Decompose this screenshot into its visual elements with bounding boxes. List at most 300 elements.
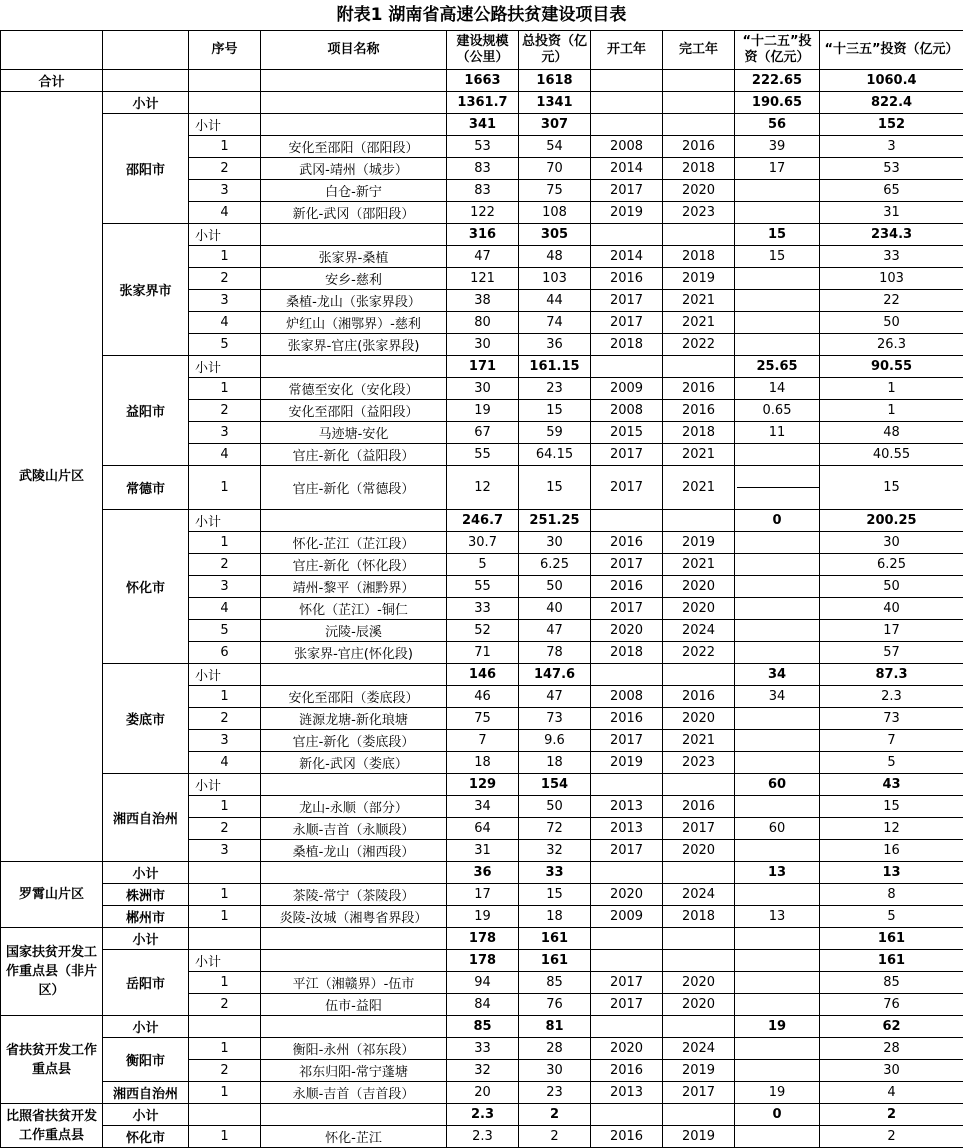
- inv13-cell: 48: [820, 422, 963, 444]
- scale-cell: 146: [447, 664, 519, 686]
- inv12-cell: [735, 642, 820, 664]
- start-year-cell: 2009: [591, 906, 663, 928]
- scale-cell: 53: [447, 136, 519, 158]
- scale-cell: 121: [447, 268, 519, 290]
- seq-cell: 3: [189, 730, 261, 752]
- subtotal-row: [1, 114, 963, 136]
- seq-cell: 1: [189, 136, 261, 158]
- inv13-cell: 4: [820, 1082, 963, 1104]
- total-label: 合计: [1, 70, 103, 92]
- start-year-cell: 2017: [591, 994, 663, 1016]
- invest-cell: 18: [519, 906, 591, 928]
- invest-cell: 75: [519, 180, 591, 202]
- project-name: 安乡-慈利: [261, 268, 447, 290]
- invest-cell: 54: [519, 136, 591, 158]
- seq-cell: 1: [189, 532, 261, 554]
- project-name: [261, 92, 447, 114]
- inv13-cell: 30: [820, 1060, 963, 1082]
- end-year-cell: 2016: [663, 400, 735, 422]
- project-name: [261, 862, 447, 884]
- inv13-cell: 50: [820, 312, 963, 334]
- city-cell: 常德市: [103, 466, 189, 510]
- start-year-cell: [591, 950, 663, 972]
- end-year-cell: [663, 92, 735, 114]
- project-name: [261, 774, 447, 796]
- end-year-cell: 2021: [663, 730, 735, 752]
- invest-cell: 108: [519, 202, 591, 224]
- inv12-cell: [735, 202, 820, 224]
- project-name: 武冈-靖州（城步）: [261, 158, 447, 180]
- invest-cell: 70: [519, 158, 591, 180]
- subtotal-row: [1, 1016, 963, 1038]
- total-inv12: 222.65: [735, 70, 820, 92]
- inv12-cell: [735, 576, 820, 598]
- scale-cell: 30.7: [447, 532, 519, 554]
- start-year-cell: 2019: [591, 752, 663, 774]
- city-cell: 张家界市: [103, 224, 189, 356]
- inv13-cell: 15: [820, 796, 963, 818]
- inv12-cell: 39: [735, 136, 820, 158]
- start-year-cell: 2008: [591, 136, 663, 158]
- start-year-cell: 2020: [591, 1038, 663, 1060]
- start-year-cell: 2017: [591, 554, 663, 576]
- seq-cell: 2: [189, 708, 261, 730]
- end-year-cell: [663, 114, 735, 136]
- table-row: [1, 1126, 963, 1148]
- scale-cell: 178: [447, 950, 519, 972]
- subtotal-row: [1, 92, 963, 114]
- scale-cell: 19: [447, 906, 519, 928]
- invest-cell: 251.25: [519, 510, 591, 532]
- inv13-cell: 822.4: [820, 92, 963, 114]
- city-cell: 娄底市: [103, 664, 189, 774]
- start-year-cell: [591, 92, 663, 114]
- end-year-cell: 2024: [663, 1038, 735, 1060]
- project-name: 茶陵-常宁（茶陵段）: [261, 884, 447, 906]
- scale-cell: 75: [447, 708, 519, 730]
- total-empty: [189, 70, 261, 92]
- inv13-cell: 161: [820, 928, 963, 950]
- header-invest: 总投资（亿元）: [519, 31, 591, 70]
- scale-cell: 122: [447, 202, 519, 224]
- inv13-cell: 152: [820, 114, 963, 136]
- invest-cell: 15: [519, 466, 591, 510]
- end-year-cell: 2022: [663, 642, 735, 664]
- inv12-cell: [735, 312, 820, 334]
- inv13-cell: 22: [820, 290, 963, 312]
- start-year-cell: 2014: [591, 158, 663, 180]
- seq-cell: 1: [189, 1082, 261, 1104]
- scale-cell: 94: [447, 972, 519, 994]
- total-empty: [591, 70, 663, 92]
- start-year-cell: 2016: [591, 532, 663, 554]
- total-inv13: 1060.4: [820, 70, 963, 92]
- inv13-cell: 65: [820, 180, 963, 202]
- project-name: 安化至邵阳（娄底段）: [261, 686, 447, 708]
- inv12-cell: [735, 708, 820, 730]
- dash-line: [737, 487, 820, 488]
- inv12-cell: [735, 290, 820, 312]
- city-cell: 湘西自治州: [103, 1082, 189, 1104]
- scale-cell: 34: [447, 796, 519, 818]
- project-name: [261, 114, 447, 136]
- inv12-cell: [735, 334, 820, 356]
- end-year-cell: 2018: [663, 906, 735, 928]
- invest-cell: 78: [519, 642, 591, 664]
- start-year-cell: [591, 774, 663, 796]
- scale-cell: 7: [447, 730, 519, 752]
- total-empty: [261, 70, 447, 92]
- total-invest: 1618: [519, 70, 591, 92]
- project-name: 怀化（芷江）-铜仁: [261, 598, 447, 620]
- seq-cell: 5: [189, 334, 261, 356]
- city-cell: 岳阳市: [103, 950, 189, 1016]
- project-name: [261, 1104, 447, 1126]
- subtotal-label: 小计: [189, 950, 261, 972]
- inv12-cell: 60: [735, 774, 820, 796]
- start-year-cell: 2019: [591, 202, 663, 224]
- seq-cell: 1: [189, 466, 261, 510]
- inv12-cell: 190.65: [735, 92, 820, 114]
- region-cell: 罗霄山片区: [1, 862, 103, 928]
- end-year-cell: [663, 862, 735, 884]
- seq-cell: 4: [189, 598, 261, 620]
- start-year-cell: 2017: [591, 972, 663, 994]
- end-year-cell: 2017: [663, 818, 735, 840]
- inv13-cell: 161: [820, 950, 963, 972]
- scale-cell: 52: [447, 620, 519, 642]
- start-year-cell: [591, 664, 663, 686]
- project-name: 常德至安化（安化段）: [261, 378, 447, 400]
- project-name: 官庄-新化（益阳段）: [261, 444, 447, 466]
- end-year-cell: [663, 664, 735, 686]
- start-year-cell: 2018: [591, 334, 663, 356]
- invest-cell: 74: [519, 312, 591, 334]
- inv13-cell: 17: [820, 620, 963, 642]
- end-year-cell: 2020: [663, 576, 735, 598]
- project-name: [261, 510, 447, 532]
- project-name: 伍市-益阳: [261, 994, 447, 1016]
- scale-cell: 1361.7: [447, 92, 519, 114]
- table-row: [1, 906, 963, 928]
- scale-cell: 36: [447, 862, 519, 884]
- subtotal-row: [1, 224, 963, 246]
- scale-cell: 80: [447, 312, 519, 334]
- scale-cell: 129: [447, 774, 519, 796]
- total-empty: [663, 70, 735, 92]
- seq-cell: 3: [189, 840, 261, 862]
- invest-cell: 50: [519, 576, 591, 598]
- header-start: 开工年: [591, 31, 663, 70]
- end-year-cell: 2018: [663, 422, 735, 444]
- inv13-cell: 30: [820, 532, 963, 554]
- inv13-cell: 8: [820, 884, 963, 906]
- subtotal-label: 小计: [103, 1104, 189, 1126]
- end-year-cell: 2019: [663, 268, 735, 290]
- end-year-cell: 2021: [663, 312, 735, 334]
- header-empty-2: [103, 31, 189, 70]
- start-year-cell: 2014: [591, 246, 663, 268]
- subtotal-label: 小计: [103, 862, 189, 884]
- seq-cell: 4: [189, 202, 261, 224]
- project-name: 永顺-吉首（永顺段）: [261, 818, 447, 840]
- start-year-cell: 2016: [591, 1060, 663, 1082]
- subtotal-label: 小计: [189, 224, 261, 246]
- end-year-cell: [663, 950, 735, 972]
- subtotal-label: 小计: [189, 774, 261, 796]
- seq-cell: 1: [189, 796, 261, 818]
- inv13-cell: 76: [820, 994, 963, 1016]
- inv12-cell: 19: [735, 1016, 820, 1038]
- inv13-cell: 103: [820, 268, 963, 290]
- end-year-cell: 2018: [663, 158, 735, 180]
- start-year-cell: 2016: [591, 268, 663, 290]
- inv12-cell: [735, 180, 820, 202]
- scale-cell: 83: [447, 180, 519, 202]
- inv13-cell: 6.25: [820, 554, 963, 576]
- seq-cell: 6: [189, 642, 261, 664]
- project-name: 官庄-新化（常德段）: [261, 466, 447, 510]
- project-name: 张家界-官庄(怀化段): [261, 642, 447, 664]
- region-cell: 国家扶贫开发工作重点县（非片区）: [1, 928, 103, 1016]
- seq-cell: 2: [189, 158, 261, 180]
- inv12-cell: 14: [735, 378, 820, 400]
- seq-cell: 1: [189, 1126, 261, 1148]
- inv12-cell: [735, 1126, 820, 1148]
- end-year-cell: 2017: [663, 1082, 735, 1104]
- scale-cell: 67: [447, 422, 519, 444]
- start-year-cell: 2013: [591, 1082, 663, 1104]
- project-name: 平江（湘赣界）-伍市: [261, 972, 447, 994]
- inv13-cell: 5: [820, 906, 963, 928]
- invest-cell: 48: [519, 246, 591, 268]
- seq-cell: 1: [189, 884, 261, 906]
- subtotal-row: [1, 928, 963, 950]
- subtotal-label: 小计: [189, 510, 261, 532]
- start-year-cell: 2008: [591, 686, 663, 708]
- project-name: 新化-武冈（娄底）: [261, 752, 447, 774]
- start-year-cell: 2020: [591, 884, 663, 906]
- scale-cell: 85: [447, 1016, 519, 1038]
- start-year-cell: [591, 862, 663, 884]
- project-name: [261, 224, 447, 246]
- inv13-cell: 40: [820, 598, 963, 620]
- inv12-cell: 0: [735, 510, 820, 532]
- scale-cell: 84: [447, 994, 519, 1016]
- inv13-cell: 26.3: [820, 334, 963, 356]
- table-row: [1, 466, 963, 510]
- inv12-cell: 11: [735, 422, 820, 444]
- seq-cell: 2: [189, 818, 261, 840]
- inv12-cell: 15: [735, 224, 820, 246]
- scale-cell: 30: [447, 334, 519, 356]
- start-year-cell: 2017: [591, 730, 663, 752]
- end-year-cell: 2020: [663, 972, 735, 994]
- invest-cell: 161: [519, 950, 591, 972]
- seq-cell: 2: [189, 268, 261, 290]
- seq-cell: 1: [189, 246, 261, 268]
- region-cell: 比照省扶贫开发工作重点县: [1, 1104, 103, 1148]
- invest-cell: 50: [519, 796, 591, 818]
- end-year-cell: 2023: [663, 202, 735, 224]
- invest-cell: 81: [519, 1016, 591, 1038]
- project-name: 涟源龙塘-新化琅塘: [261, 708, 447, 730]
- inv13-cell: 16: [820, 840, 963, 862]
- end-year-cell: 2019: [663, 1060, 735, 1082]
- scale-cell: 33: [447, 598, 519, 620]
- invest-cell: 72: [519, 818, 591, 840]
- seq-cell: [189, 928, 261, 950]
- project-name: 永顺-吉首（吉首段）: [261, 1082, 447, 1104]
- end-year-cell: [663, 928, 735, 950]
- scale-cell: 47: [447, 246, 519, 268]
- start-year-cell: 2016: [591, 708, 663, 730]
- project-name: 官庄-新化（怀化段）: [261, 554, 447, 576]
- start-year-cell: 2016: [591, 576, 663, 598]
- inv12-cell: [735, 752, 820, 774]
- invest-cell: 47: [519, 620, 591, 642]
- header-row: [1, 31, 963, 70]
- inv13-cell: 2: [820, 1104, 963, 1126]
- project-name: 怀化-芷江: [261, 1126, 447, 1148]
- end-year-cell: 2016: [663, 136, 735, 158]
- inv13-cell: 200.25: [820, 510, 963, 532]
- invest-cell: 64.15: [519, 444, 591, 466]
- end-year-cell: 2021: [663, 290, 735, 312]
- invest-cell: 47: [519, 686, 591, 708]
- inv12-cell: [735, 598, 820, 620]
- inv12-cell: 13: [735, 862, 820, 884]
- seq-cell: 1: [189, 686, 261, 708]
- seq-cell: 2: [189, 400, 261, 422]
- city-cell: 怀化市: [103, 1126, 189, 1148]
- scale-cell: 19: [447, 400, 519, 422]
- start-year-cell: 2017: [591, 290, 663, 312]
- table-row: [1, 1082, 963, 1104]
- seq-cell: 1: [189, 906, 261, 928]
- invest-cell: 36: [519, 334, 591, 356]
- end-year-cell: 2021: [663, 466, 735, 510]
- inv13-cell: 87.3: [820, 664, 963, 686]
- scale-cell: 18: [447, 752, 519, 774]
- scale-cell: 32: [447, 1060, 519, 1082]
- seq-cell: 3: [189, 180, 261, 202]
- scale-cell: 46: [447, 686, 519, 708]
- project-name: 张家界-官庄(张家界段): [261, 334, 447, 356]
- inv13-cell: 53: [820, 158, 963, 180]
- seq-cell: [189, 862, 261, 884]
- scale-cell: 2.3: [447, 1104, 519, 1126]
- start-year-cell: 2018: [591, 642, 663, 664]
- header-name: 项目名称: [261, 31, 447, 70]
- scale-cell: 33: [447, 1038, 519, 1060]
- project-name: [261, 928, 447, 950]
- end-year-cell: 2020: [663, 840, 735, 862]
- inv13-cell: 31: [820, 202, 963, 224]
- invest-cell: 85: [519, 972, 591, 994]
- invest-cell: 40: [519, 598, 591, 620]
- inv13-cell: 234.3: [820, 224, 963, 246]
- inv13-cell: 43: [820, 774, 963, 796]
- inv12-cell: [735, 268, 820, 290]
- inv12-cell: [735, 554, 820, 576]
- project-name: 炉红山（湘鄂界）-慈利: [261, 312, 447, 334]
- invest-cell: 154: [519, 774, 591, 796]
- inv12-cell: [735, 884, 820, 906]
- inv13-cell: 13: [820, 862, 963, 884]
- subtotal-row: [1, 774, 963, 796]
- inv12-cell: [735, 950, 820, 972]
- inv12-cell: 15: [735, 246, 820, 268]
- scale-cell: 178: [447, 928, 519, 950]
- seq-cell: [189, 1104, 261, 1126]
- start-year-cell: 2013: [591, 818, 663, 840]
- scale-cell: 55: [447, 444, 519, 466]
- invest-cell: 147.6: [519, 664, 591, 686]
- region-cell: 武陵山片区: [1, 92, 103, 862]
- subtotal-label: 小计: [189, 356, 261, 378]
- scale-cell: 17: [447, 884, 519, 906]
- header-empty-1: [1, 31, 103, 70]
- invest-cell: 73: [519, 708, 591, 730]
- inv13-cell: 33: [820, 246, 963, 268]
- total-row: [1, 70, 963, 92]
- inv13-cell: 5: [820, 752, 963, 774]
- invest-cell: 23: [519, 378, 591, 400]
- inv13-cell: 73: [820, 708, 963, 730]
- project-name: 马迹塘-安化: [261, 422, 447, 444]
- project-name: 新化-武冈（邵阳段）: [261, 202, 447, 224]
- invest-cell: 103: [519, 268, 591, 290]
- project-name: 官庄-新化（娄底段）: [261, 730, 447, 752]
- start-year-cell: 2017: [591, 840, 663, 862]
- inv13-cell: 57: [820, 642, 963, 664]
- end-year-cell: 2024: [663, 884, 735, 906]
- inv13-cell: 90.55: [820, 356, 963, 378]
- project-name: 白仓-新宁: [261, 180, 447, 202]
- subtotal-label: 小计: [189, 664, 261, 686]
- start-year-cell: [591, 1104, 663, 1126]
- total-empty: [103, 70, 189, 92]
- city-cell: 衡阳市: [103, 1038, 189, 1082]
- end-year-cell: 2020: [663, 708, 735, 730]
- project-name: 沅陵-辰溪: [261, 620, 447, 642]
- start-year-cell: [591, 224, 663, 246]
- start-year-cell: 2020: [591, 620, 663, 642]
- city-cell: 湘西自治州: [103, 774, 189, 862]
- scale-cell: 30: [447, 378, 519, 400]
- end-year-cell: 2019: [663, 1126, 735, 1148]
- seq-cell: 2: [189, 994, 261, 1016]
- project-name: 张家界-桑植: [261, 246, 447, 268]
- inv13-cell: 1: [820, 378, 963, 400]
- end-year-cell: 2016: [663, 378, 735, 400]
- project-name: 炎陵-汝城（湘粤省界段）: [261, 906, 447, 928]
- invest-cell: 2: [519, 1126, 591, 1148]
- invest-cell: 28: [519, 1038, 591, 1060]
- invest-cell: 76: [519, 994, 591, 1016]
- seq-cell: 4: [189, 444, 261, 466]
- end-year-cell: [663, 1104, 735, 1126]
- start-year-cell: 2016: [591, 1126, 663, 1148]
- invest-cell: 30: [519, 532, 591, 554]
- inv12-cell: 34: [735, 686, 820, 708]
- project-name: [261, 356, 447, 378]
- subtotal-row: [1, 510, 963, 532]
- subtotal-label: 小计: [103, 92, 189, 114]
- start-year-cell: [591, 356, 663, 378]
- end-year-cell: [663, 224, 735, 246]
